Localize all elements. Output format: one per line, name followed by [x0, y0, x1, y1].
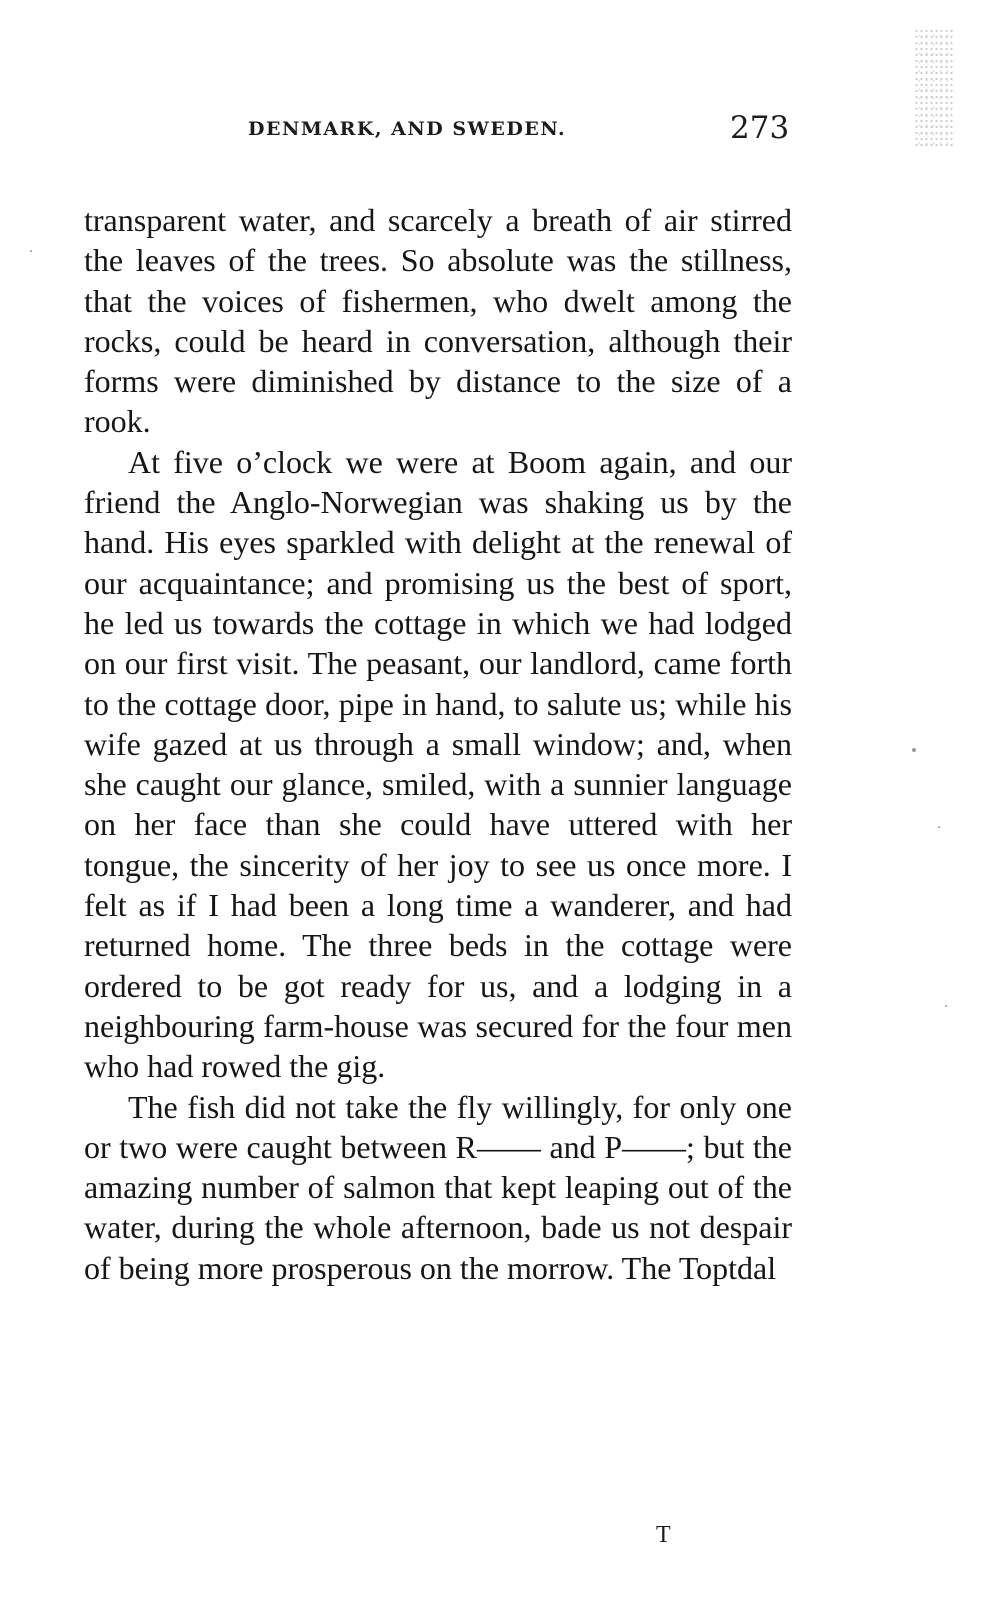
scan-speck [30, 250, 32, 252]
running-head: DENMARK, AND SWEDEN. [248, 118, 567, 140]
scan-speck [945, 1005, 947, 1007]
scan-edge-noise [914, 28, 954, 148]
signature-mark: T [656, 1522, 671, 1548]
body-text [84, 200, 792, 1288]
paragraph: transparent water, and scarcely a breath of air stirred the leaves of the trees. So absolute was the stillness, that the voices of fishermen, who dwelt among the rocks, could be heard in conversation, although their forms were diminished by distance to the size of a rook. [84, 202, 792, 440]
paragraph: The fish did not take the fly willingly, for only one or two were caught between R—— and P——; but the amazing number of salmon that kept leaping out of the water, during the whole afternoon, bade us not despair of being more prosperous on the morrow. The Toptdal [84, 1088, 792, 1286]
page-number: 273 [730, 110, 790, 146]
paragraph: At five o’clock we were at Boom again, and our friend the Anglo-Norwegian was shaking us by the hand. His eyes sparkled with delight at the renewal of our acquaintance; and promising us the best of sport, he led us towards the cottage in which we had lodged on our first visit. The peasant, our landlord, came forth to the cottage door, pipe in hand, to salute us; while his wife gazed at us through a small window; and, when she caught our glance, smiled, with a sunnier language on her face than she could have uttered with her tongue, the sincerity of her joy to see us once more. I felt as if I had been a long time a wanderer, and had returned home. The three beds in the cottage were ordered to be got ready for us, and a lodging in a neighbouring farm-house was secured for the four men who had rowed the gig. [84, 443, 792, 1085]
scan-speck [912, 748, 916, 752]
scan-speck [938, 826, 940, 828]
